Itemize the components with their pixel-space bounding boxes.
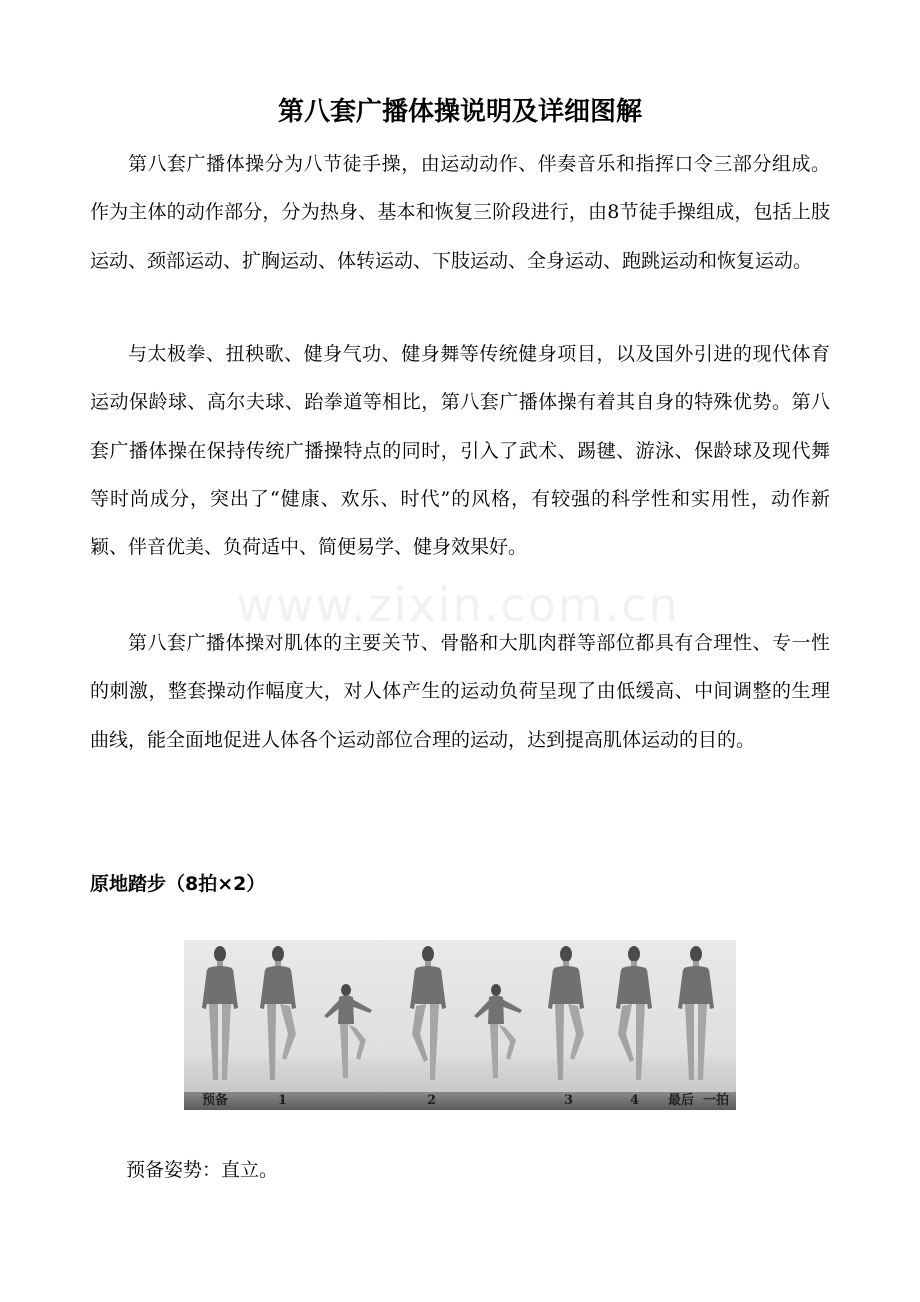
paragraph-advantages: 与太极拳、扭秧歌、健身气功、健身舞等传统健身项目，以及国外引进的现代体育运动保龄球、高尔夫球、跆拳道等相比，第八套广播体操有着其自身的特殊优势。第八套广播体操在保持传统广播操特点的同时，引入了武术、踢毽、游泳、保龄球及现代舞等时尚成分，突出了“健康、欢乐、时代”的风格，有较强的科学性和实用性，动作新颖、伴音优美、负荷适中、简便易学、健身效果好。: [90, 343, 830, 559]
figure-label-1: 1: [278, 1093, 288, 1108]
figure-child-1: [320, 980, 376, 1090]
document-title: 第八套广播体操说明及详细图解: [277, 97, 642, 127]
figure-label-final: 最后 一拍: [668, 1093, 730, 1108]
paragraph-intro: 第八套广播体操分为八节徒手操，由运动动作、伴奏音乐和指挥口令三部分组成。作为主体的动作部分，分为热身、基本和恢复三阶段进行，由8节徒手操组成，包括上肢运动、颈部运动、扩胸运动、体转运动、下肢运动、全身运动、跑跳运动和恢复运动。: [90, 153, 830, 272]
figure-pose-2: [406, 942, 450, 1092]
figure-label-4: 4: [630, 1093, 640, 1108]
figure-pose-4: [612, 942, 656, 1092]
watermark-text: www.zixin.com.cn: [236, 578, 680, 632]
figure-label-prep: 预备: [202, 1093, 229, 1108]
figure-pose-3: [544, 942, 588, 1092]
figure-caption-bar: [184, 1092, 736, 1110]
figure-pose-final: [674, 942, 718, 1092]
section-heading: 原地踏步（8拍×2）: [90, 873, 266, 895]
figure-label-3: 3: [564, 1093, 574, 1108]
paragraph-effects: 第八套广播体操对肌体的主要关节、骨骼和大肌肉群等部位都具有合理性、专一性的刺激，整套操动作幅度大，对人体产生的运动负荷呈现了由低缓高、中间调整的生理曲线，能全面地促进人体各个运动部位合理的运动，达到提高肌体运动的目的。: [90, 632, 830, 751]
exercise-photo-strip: [184, 940, 736, 1110]
figure-pose-1: [256, 942, 300, 1092]
figure-label-2: 2: [427, 1093, 437, 1108]
prep-posture-text: 预备姿势：直立。: [126, 1159, 279, 1181]
figure-child-2: [470, 980, 526, 1090]
figure-pose-prep: [198, 942, 242, 1092]
